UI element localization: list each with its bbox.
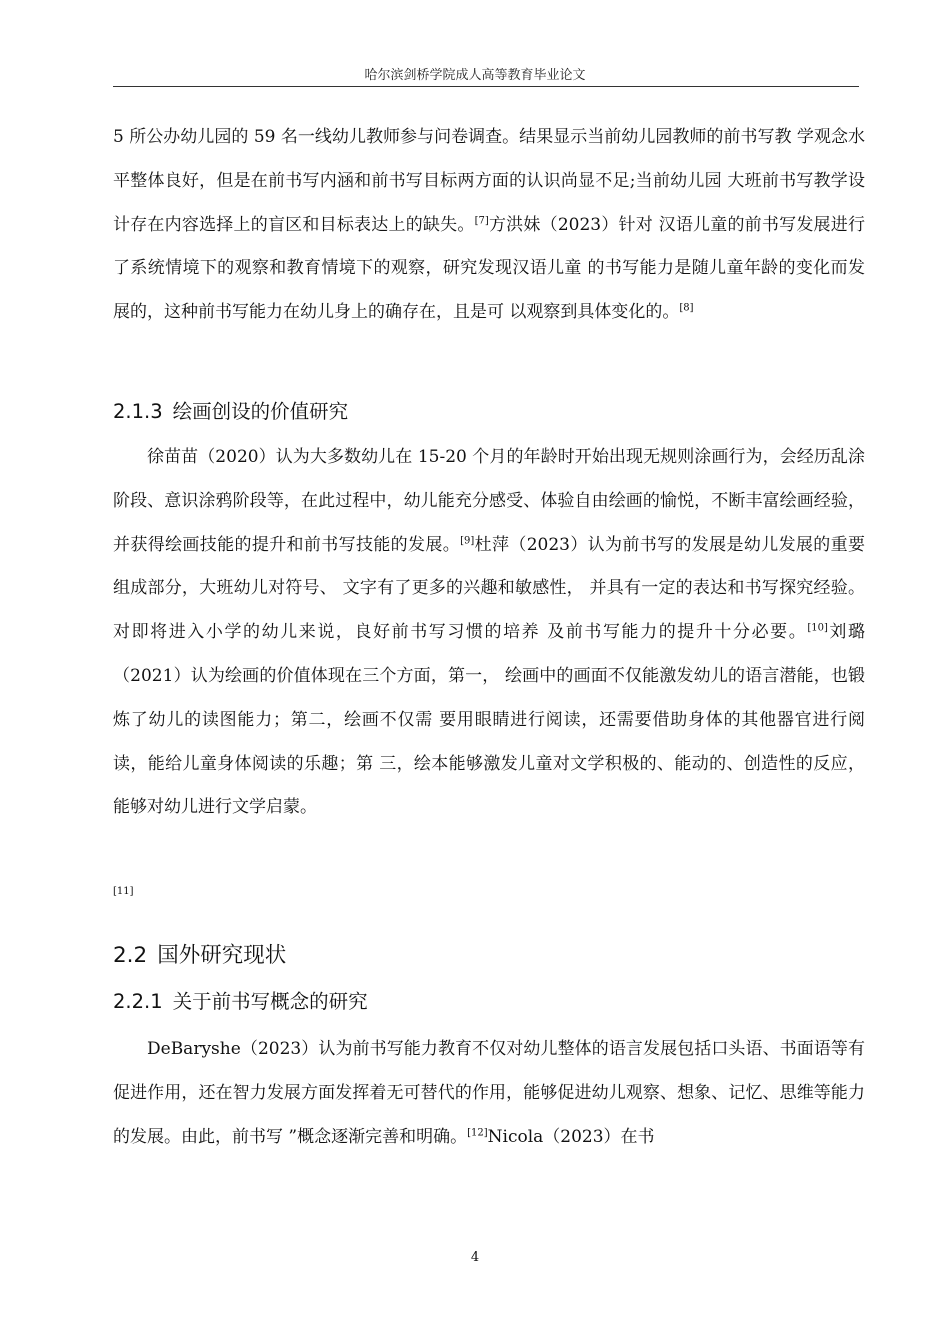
citation-12: [12]	[467, 1126, 488, 1138]
heading-number: 2.2.1	[113, 990, 163, 1013]
heading-title: 绘画创设的价值研究	[172, 400, 349, 423]
paragraph-1	[113, 116, 865, 335]
heading-2-2	[113, 938, 286, 969]
header-divider	[113, 86, 859, 87]
paragraph-2-text-a: 徐苗苗（2020）认为大多数幼儿在 15-20 个月的年龄时开始出现无规则涂画行为，会经历乱涂阶段、意识涂鸦阶段等，在此过程中，幼儿能充分感受、体验自由绘画的愉悦，不断丰富绘画经验，并获得绘画技能的提升和前书写技能的发展。	[113, 447, 865, 555]
paragraph-3	[113, 1028, 865, 1159]
paragraph-3-text-a: DeBaryshe（2023）认为前书写能力教育不仅对幼儿整体的语言发展包括口头语、书面语等有促进作用，还在智力发展方面发挥着无可替代的作用，能够促进幼儿观察、想象、记忆、思维等能力的发展。由此，前书写 ”概念逐渐完善和明确。	[113, 1039, 865, 1147]
citation-10: [10]	[807, 622, 828, 634]
paragraph-1-text-a: 5 所公办幼儿园的 59 名一线幼儿教师参与问卷调查。结果显示当前幼儿园教师的前书写教 学观念水平整体良好，但是在前书写内涵和前书写目标两方面的认识尚显不足;当前幼儿园 大班前书写教学设计存在内容选择上的盲区和目标表达上的缺失。	[113, 127, 865, 235]
page-header-title: 哈尔滨剑桥学院成人高等教育毕业论文	[364, 68, 586, 83]
citation-7: [7]	[474, 214, 489, 226]
paragraph-1-text-b: 方洪妹（2023）针对 汉语儿童的前书写发展进行了系统情境下的观察和教育情境下的观察，研究发现汉语儿童 的书写能力是随儿童年龄的变化而发展的，这种前书写能力在幼儿身上的确存在，且是可 以观察到具体变化的。	[113, 214, 865, 323]
citation-8: [8]	[679, 302, 694, 314]
heading-2-1-3	[113, 396, 348, 424]
paragraph-2-text-b: 杜萍（2023）认为前书写的发展是幼儿发展的重要组成部分，大班幼儿对符号、 文字有了更多的兴趣和敏感性， 并具有一定的表达和书写探究经验。对即将进入小学的幼儿来说，良好前书写习惯的培养 及前书写能力的提升十分必要。	[113, 534, 866, 643]
heading-number: 2.1.3	[113, 400, 163, 423]
page-number: 4	[470, 1250, 480, 1265]
paragraph-2-text-c: 刘璐（2021）认为绘画的价值体现在三个方面，第一， 绘画中的画面不仅能激发幼儿的语言潜能，也锻炼了幼儿的读图能力；第二，绘画不仅需 要用眼睛进行阅读，还需要借助身体的其他器官进行阅读，能给儿童身体阅读的乐趣；第 三，绘本能够激发儿童对文学积极的、能动的、创造性的反应，能够对幼儿进行文学启蒙。	[113, 622, 865, 818]
paragraph-3-text-b: Nicola（2023）在书	[487, 1126, 655, 1147]
heading-2-2-1	[113, 986, 368, 1014]
heading-title: 关于前书写概念的研究	[172, 990, 368, 1013]
paragraph-2	[113, 436, 865, 830]
heading-title: 国外研究现状	[157, 943, 287, 968]
citation-11: [11]	[113, 886, 134, 897]
citation-9: [9]	[460, 534, 475, 546]
heading-number: 2.2	[113, 943, 148, 968]
